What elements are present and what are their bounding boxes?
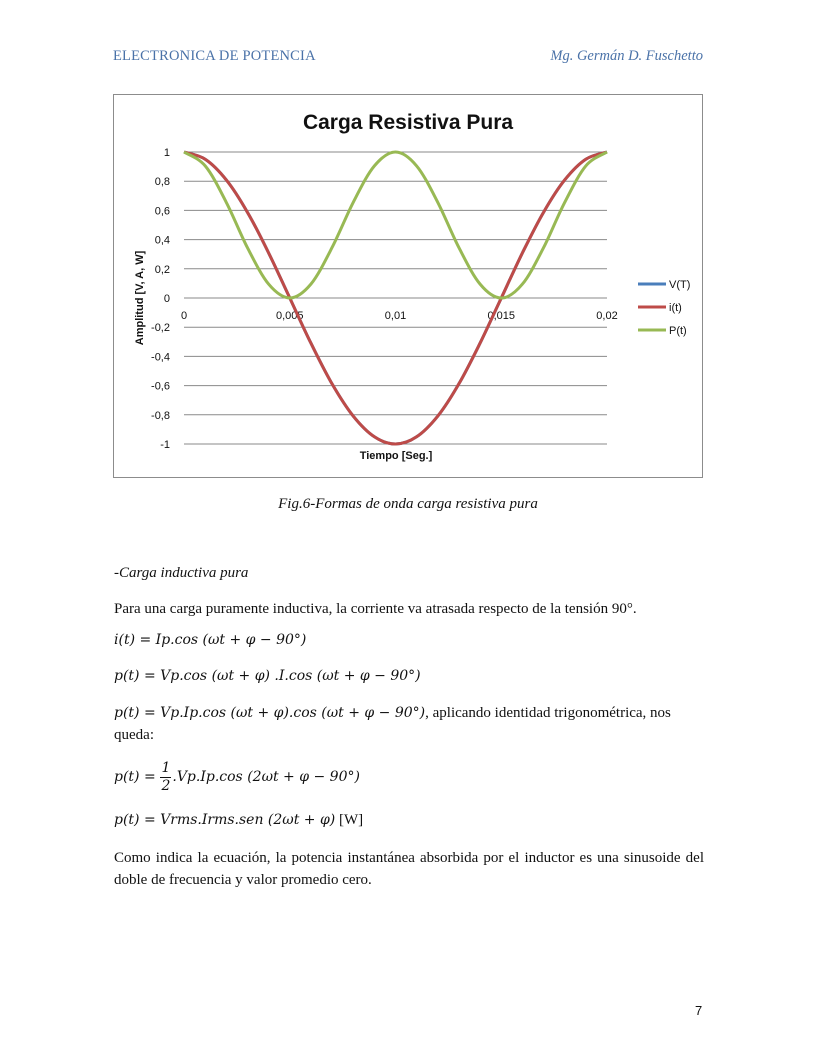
y-tick-label: -0,8 (151, 409, 170, 422)
legend-label-pt: P(t) (669, 325, 687, 337)
header-left: ELECTRONICA DE POTENCIA (113, 48, 316, 64)
y-axis-label: Amplitud [V, A, W] (134, 250, 146, 346)
equation-power-formula: p(t) = Vp.cos (ωt + φ) .I.cos (ωt + φ − 90°) (114, 668, 421, 684)
y-tick-label: 0,2 (154, 263, 170, 276)
y-tick-label: -0,6 (151, 380, 170, 393)
x-tick-label: 0,015 (487, 310, 516, 322)
equation-rms-formula: p(t) = Vrms.Irms.sen (2ωt + φ) (114, 812, 336, 828)
y-tick-label: 0 (163, 293, 170, 305)
equation-half-rhs: .Vp.Ip.cos (2ωt + φ − 90°) (172, 768, 360, 785)
legend (638, 279, 690, 337)
x-tick-label: 0,005 (275, 310, 304, 322)
y-tick-label: -0,2 (151, 322, 170, 335)
y-tick-label: -1 (160, 439, 170, 451)
x-tick-label: 0,01 (384, 310, 407, 322)
figure-caption: Fig.6-Formas de onda carga resistiva pura (278, 496, 538, 512)
equation-current (114, 632, 306, 649)
equation-power (114, 668, 421, 685)
equation-power-expanded-formula: p(t) = Vp.Ip.cos (ωt + φ).cos (ωt + φ − 90°) (114, 705, 426, 721)
page-number: 7 (695, 1003, 703, 1018)
equation-continuation-text: queda: (114, 727, 154, 743)
chart-title: Carga Resistiva Pura (302, 111, 514, 134)
x-tick-label: 0,02 (596, 310, 618, 322)
paragraph-conclusion: Como indica la ecuación, la potencia instantánea absorbida por el inductor es una sinusoide del doble de frecuencia y valor promedio cero. (114, 850, 704, 888)
equation-half-power (114, 760, 360, 795)
fraction-denominator: 2 (161, 778, 171, 794)
y-tick-label: 0,8 (154, 176, 170, 189)
legend-label-it: i(t) (669, 302, 682, 314)
equation-power-expanded (114, 705, 671, 722)
x-tick-label: 0 (180, 310, 188, 322)
equation-rms-power (114, 812, 363, 829)
fraction-one-half (160, 760, 171, 795)
y-tick-label: 0,6 (154, 205, 170, 218)
equation-rms-unit: [W] (335, 812, 364, 828)
series-line-pt (184, 152, 607, 298)
section-title: -Carga inductiva pura (114, 565, 249, 581)
chart-svg (114, 95, 704, 479)
y-tick-label: -0,4 (151, 351, 170, 364)
equation-half-lhs: p(t) = (114, 768, 156, 785)
y-tick-label: 1 (163, 147, 170, 159)
equation-power-expanded-text: , aplicando identidad trigonométrica, nos (425, 705, 671, 721)
y-tick-label: 0,4 (154, 234, 170, 247)
fraction-numerator: 1 (161, 760, 171, 776)
legend-label-vt: V(T) (669, 279, 691, 291)
equation-current-formula: i(t) = Ip.cos (ωt + φ − 90°) (114, 632, 307, 648)
chart-container (113, 94, 703, 478)
paragraph-intro: Para una carga puramente inductiva, la corriente va atrasada respecto de la tensión 90°. (114, 601, 637, 617)
equation-continuation (114, 727, 154, 744)
x-axis-label: Tiempo [Seg.] (359, 450, 433, 462)
header-right: Mg. Germán D. Fuschetto (550, 48, 703, 64)
